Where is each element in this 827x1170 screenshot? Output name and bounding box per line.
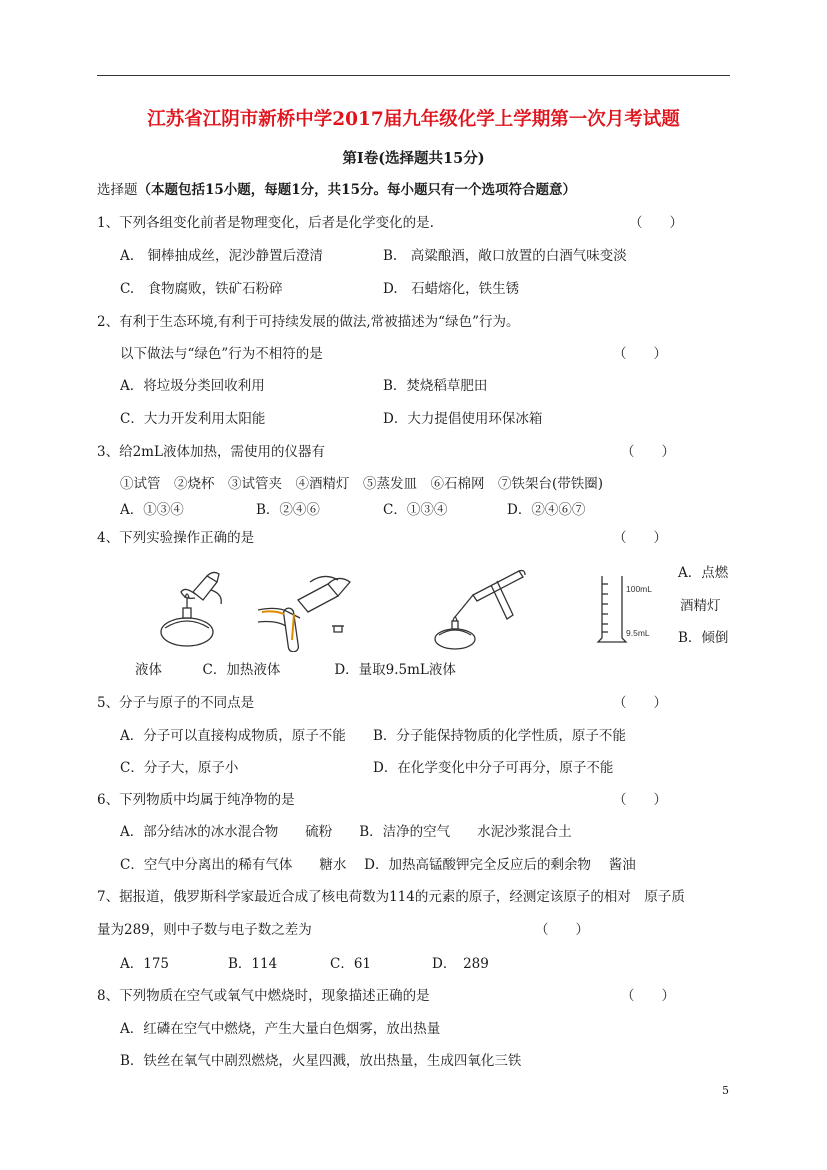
- alcohol-lamp-lighting-figure: [155, 570, 235, 652]
- q7-stem-2: 量为289，则中子数与电子数之差为: [97, 922, 312, 938]
- cylinder-label-bottom: 9.5mL: [626, 628, 650, 638]
- q6-blank: （ ）: [613, 792, 667, 808]
- graduated-cylinder-figure: [596, 574, 676, 650]
- q2-option-b: B．焚烧稻草肥田: [383, 378, 488, 394]
- instructions-note: （本题包括15小题，每题1分，共15分。每小题只有一个选项符合题意）: [137, 182, 576, 198]
- q8-blank: （ ）: [621, 988, 675, 1004]
- q7-blank: （ ）: [535, 922, 589, 938]
- q7-option-b: B．114: [228, 956, 278, 972]
- q1-option-a: A. 铜棒抽成丝，泥沙静置后澄清: [120, 248, 324, 264]
- q3-option-d: D．②④⑥⑦: [507, 502, 586, 518]
- q1-option-c: C. 食物腐败，铁矿石粉碎: [120, 281, 283, 297]
- q5-option-b: B．分子能保持物质的化学性质，原子不能: [373, 728, 626, 744]
- pouring-liquid-figure: [258, 570, 358, 652]
- q3-items: ①试管 ②烧杯 ③试管夹 ④酒精灯 ⑤蒸发皿 ⑥石棉网 ⑦铁架台(带铁圈): [120, 476, 604, 492]
- q5-option-d: D．在化学变化中分子可再分，原子不能: [373, 760, 614, 776]
- q4-stem: 4、下列实验操作正确的是: [97, 530, 255, 546]
- page-title: 江苏省江阴市新桥中学2017届九年级化学上学期第一次月考试题: [147, 109, 680, 130]
- q7-option-a: A．175: [120, 956, 170, 972]
- q4-side-label-1: A．点燃: [678, 565, 729, 581]
- q2-option-c: C．大力开发利用太阳能: [120, 411, 266, 427]
- q7-stem: 7、据报道，俄罗斯科学家最近合成了核电荷数为114的元素的原子，经测定该原子的相对 原子质: [97, 889, 685, 905]
- q2-option-d: D．大力提倡使用环保冰箱: [383, 411, 543, 427]
- instructions-label: 选择题: [97, 182, 138, 198]
- q6-options-line-2: C．空气中分离出的稀有气体 糖水 D．加热高锰酸钾完全反应后的剩余物 酱油: [120, 857, 636, 873]
- q5-stem: 5、分子与原子的不同点是: [97, 695, 255, 711]
- q5-option-a: A．分子可以直接构成物质，原子不能: [120, 728, 346, 744]
- q1-option-d: D. 石蜡熔化，铁生锈: [383, 281, 520, 297]
- q7-option-c: C．61: [330, 956, 372, 972]
- section-heading: 第Ⅰ卷(选择题共15分): [342, 150, 485, 167]
- q8-option-a: A．红磷在空气中燃烧，产生大量白色烟雾，放出热量: [120, 1021, 441, 1037]
- q3-option-b: B．②④⑥: [256, 502, 320, 518]
- q2-blank: （ ）: [613, 346, 667, 362]
- q8-option-b: B．铁丝在氧气中剧烈燃烧，火星四溅，放出热量，生成四氧化三铁: [120, 1053, 522, 1069]
- q3-option-c: C．①③④: [383, 502, 448, 518]
- q2-stem: 2、有利于生态环境,有利于可持续发展的做法,常被描述为“绿色”行为。: [97, 314, 520, 330]
- q6-stem: 6、下列物质中均属于纯净物的是: [97, 792, 295, 808]
- q1-stem: 1、下列各组变化前者是物理变化，后者是化学变化的是.: [97, 215, 434, 231]
- q7-option-d: D． 289: [432, 956, 489, 972]
- q8-stem: 8、下列物质在空气或氧气中燃烧时，现象描述正确的是: [97, 988, 430, 1004]
- heating-liquid-figure: [433, 567, 543, 651]
- page-number: 5: [722, 1084, 729, 1097]
- q1-blank: （ ）: [629, 215, 683, 231]
- q6-options-line-1: A．部分结冰的冰水混合物 硫粉 B．洁净的空气 水泥沙浆混合土: [120, 824, 572, 840]
- q4-options-line: 液体 C．加热液体 D．量取9.5mL液体: [135, 662, 456, 678]
- q4-side-label-2: 酒精灯: [680, 598, 721, 614]
- q4-side-label-3: B．倾倒: [678, 630, 729, 646]
- q4-blank: （ ）: [613, 530, 667, 546]
- q2-option-a: A．将垃圾分类回收利用: [120, 378, 265, 394]
- q5-blank: （ ）: [613, 695, 667, 711]
- q3-stem: 3、给2mL液体加热，需使用的仪器有: [97, 444, 325, 460]
- instructions: [97, 181, 576, 199]
- q2-stem-2: 以下做法与“绿色”行为不相符的是: [120, 346, 323, 362]
- q3-blank: （ ）: [621, 444, 675, 460]
- q1-option-b: B. 高粱酿酒，敞口放置的白酒气味变淡: [383, 248, 627, 264]
- header-rule: [97, 75, 730, 76]
- q3-option-a: A．①③④: [120, 502, 184, 518]
- cylinder-label-top: 100mL: [626, 584, 652, 594]
- q5-option-c: C．分子大，原子小: [120, 760, 239, 776]
